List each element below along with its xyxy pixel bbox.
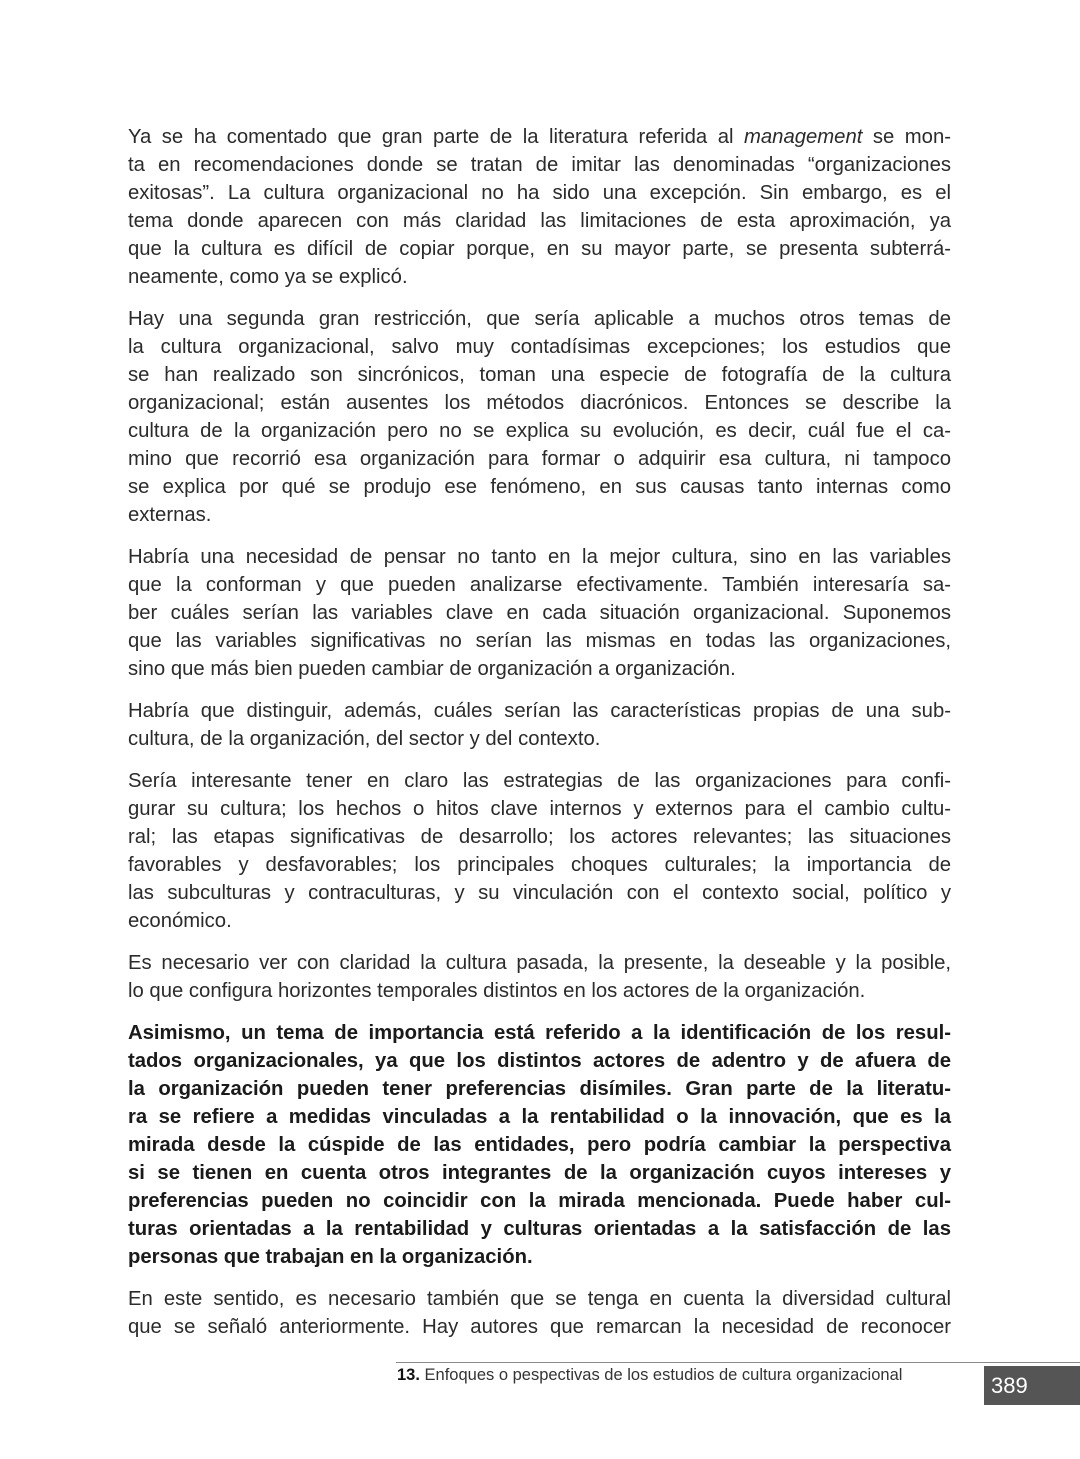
chapter-number: 13. [397, 1366, 420, 1384]
text-line: que se señaló anteriormente. Hay autores que remarcan la necesidad de reconocer [128, 1316, 951, 1338]
text-line: tados organizacionales, ya que los distintos actores de adentro y de afuera de [128, 1050, 951, 1072]
text-line: se explica por qué se produjo ese fenómeno, en sus causas tanto internas como [128, 476, 951, 498]
text-line: tema donde aparecen con más claridad las limitaciones de esta aproximación, ya [128, 210, 951, 232]
text-line: ta en recomendaciones donde se tratan de imitar las denominadas “organizaciones [128, 154, 951, 176]
text-line: económico. [128, 910, 232, 932]
text-line: cultura, de la organización, del sector y del contexto. [128, 728, 601, 750]
paragraph [128, 123, 951, 291]
text-line: externas. [128, 504, 212, 526]
paragraph [128, 305, 951, 529]
text-line: las subculturas y contraculturas, y su vinculación con el contexto social, político y [128, 882, 951, 904]
text-line: que la cultura es difícil de copiar porque, en su mayor parte, se presenta subterrá- [128, 238, 951, 260]
text-line: En este sentido, es necesario también que se tenga en cuenta la diversidad cultural [128, 1288, 951, 1310]
text-line: si se tienen en cuenta otros integrantes de la organización cuyos intereses y [128, 1162, 951, 1184]
text-line: que las variables significativas no serían las mismas en todas las organizaciones, [128, 630, 951, 652]
text-line: exitosas”. La cultura organizacional no ha sido una excepción. Sin embargo, es el [128, 182, 951, 204]
paragraph [128, 1285, 951, 1341]
text-line: sino que más bien pueden cambiar de organización a organización. [128, 658, 736, 680]
paragraph [128, 949, 951, 1005]
text-line: Ya se ha comentado que gran parte de la literatura referida al management se mon- [128, 126, 951, 148]
text-line: favorables y desfavorables; los principales choques culturales; la importancia de [128, 854, 951, 876]
text-line: la organización pueden tener preferencias disímiles. Gran parte de la literatu- [128, 1078, 951, 1100]
text-line: ra se refiere a medidas vinculadas a la rentabilidad o la innovación, que es la [128, 1106, 951, 1128]
text-line: Es necesario ver con claridad la cultura pasada, la presente, la deseable y la posible, [128, 952, 951, 974]
text-line: neamente, como ya se explicó. [128, 266, 408, 288]
text-line: Asimismo, un tema de importancia está referido a la identificación de los resul- [128, 1022, 951, 1044]
text-line: organizacional; están ausentes los métodos diacrónicos. Entonces se describe la [128, 392, 951, 414]
text-line: gurar su cultura; los hechos o hitos clave internos y externos para el cambio cultu- [128, 798, 951, 820]
text-line: mino que recorrió esa organización para formar o adquirir esa cultura, ni tampoco [128, 448, 951, 470]
text-line: Hay una segunda gran restricción, que sería aplicable a muchos otros temas de [128, 308, 951, 330]
paragraph [128, 767, 951, 935]
text-line: cultura de la organización pero no se explica su evolución, es decir, cuál fue el ca- [128, 420, 951, 442]
text-line: Habría que distinguir, además, cuáles serían las características propias de una sub- [128, 700, 951, 722]
text-line: la cultura organizacional, salvo muy contadísimas excepciones; los estudios que [128, 336, 951, 358]
text-line: lo que configura horizontes temporales distintos en los actores de la organización. [128, 980, 866, 1002]
body-text [128, 123, 951, 1355]
text-line: mirada desde la cúspide de las entidades, pero podría cambiar la perspectiva [128, 1134, 951, 1156]
text-line: que la conforman y que pueden analizarse efectivamente. También interesaría sa- [128, 574, 951, 596]
paragraph [128, 1019, 951, 1271]
text-line: personas que trabajan en la organización. [128, 1246, 533, 1268]
footer-divider [396, 1362, 1080, 1363]
text-line: ral; las etapas significativas de desarrollo; los actores relevantes; las situaciones [128, 826, 951, 848]
text-line: ber cuáles serían las variables clave en cada situación organizacional. Suponemos [128, 602, 951, 624]
running-footer [397, 1366, 902, 1385]
paragraph [128, 543, 951, 683]
page-number: 389 [984, 1366, 1080, 1405]
text-line: Habría una necesidad de pensar no tanto en la mejor cultura, sino en las variables [128, 546, 951, 568]
text-line: Sería interesante tener en claro las estrategias de las organizaciones para confi- [128, 770, 951, 792]
text-line: se han realizado son sincrónicos, toman una especie de fotografía de la cultura [128, 364, 951, 386]
chapter-title: Enfoques o pespectivas de los estudios de cultura organizacional [419, 1366, 903, 1384]
text-line: preferencias pueden no coincidir con la mirada mencionada. Puede haber cul- [128, 1190, 951, 1212]
text-line: turas orientadas a la rentabilidad y culturas orientadas a la satisfacción de las [128, 1218, 951, 1240]
paragraph [128, 697, 951, 753]
